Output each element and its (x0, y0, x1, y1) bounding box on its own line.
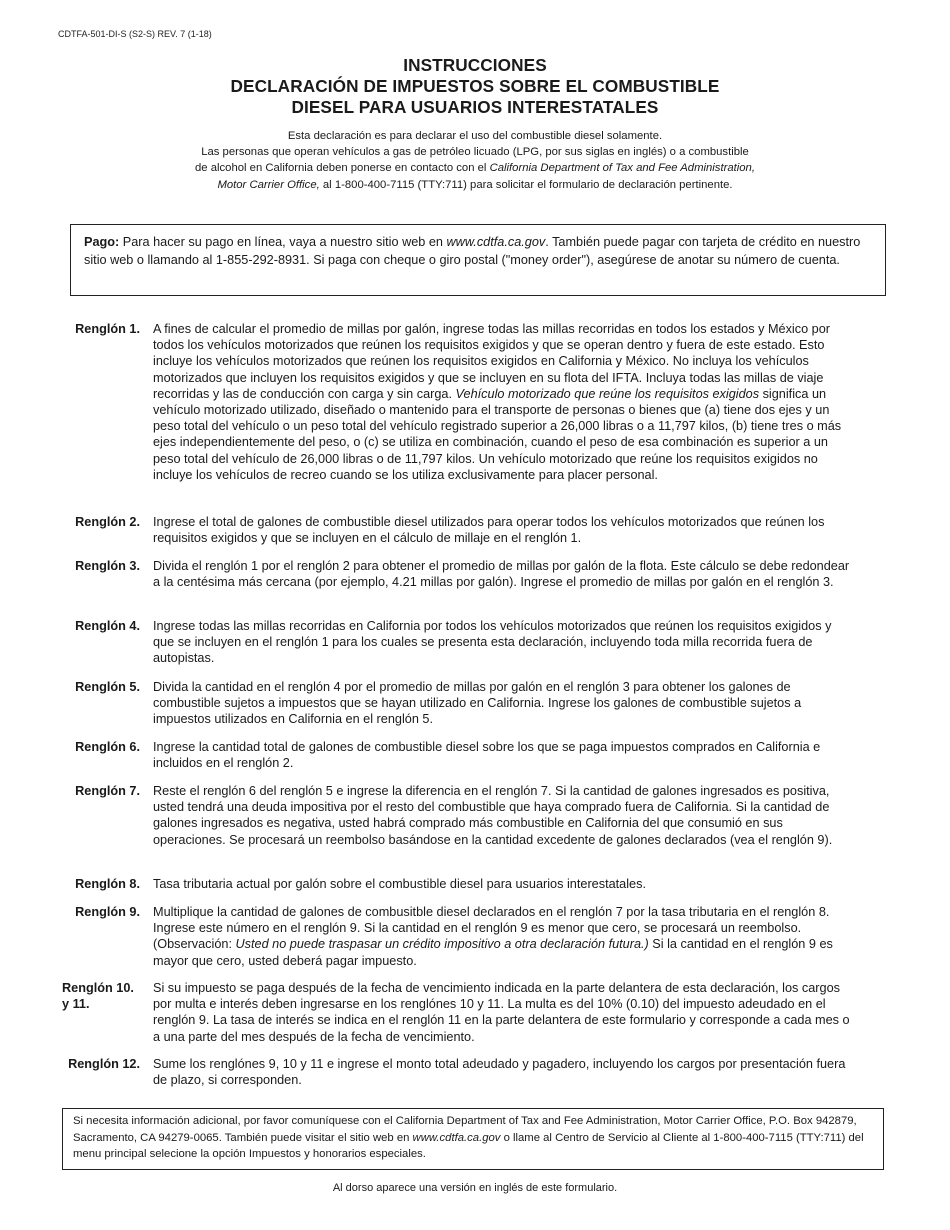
line-10-11-label: Renglón 10. y 11. (62, 981, 134, 1012)
title-line-1: INSTRUCCIONES (403, 55, 547, 75)
line-5-text: Divida la cantidad en el renglón 4 por el promedio de millas por galón en el renglón 3 para obtener los galones de combustible sujetos a impuestos que se hayan utilizado en California. Ingrese los galones de combustible sujetos a impuestos utilizados en California en el renglón 5. (153, 680, 802, 727)
intro-line-4: Motor Carrier Office, al 1-800-400-7115 (TTY:711) para solicitar el formulario de declaración pertinente. (217, 178, 733, 191)
form-number: CDTFA-501-DI-S (S2-S) REV. 7 (1-18) (58, 29, 212, 39)
payment-box: Pago: Para hacer su pago en línea, vaya a nuestro sitio web en www.cdtfa.ca.gov. También puede pagar con tarjeta de crédito en nuestro sitio web o llamando al 1-855-292-8931. Si paga con cheque o giro postal ("money order"), asegúrese de anotar su número de cuenta. (70, 224, 886, 296)
line-7-label: Renglón 7. (75, 784, 140, 798)
line-10-11-text: Si su impuesto se paga después de la fecha de vencimiento indicada en la parte delantera de esta declaración, los cargos por multa e interés deben ingresarse en los renglónes 10 y 11. La multa es del 10% (0.10) del impuesto adeudado en el renglón 9. La tasa de interés se indica en el renglón 11 en la parte delantera de este formulario y corresponde a cada mes o a una parte del mes después de la fecha de vencimiento. (153, 981, 850, 1044)
intro-line-2: Las personas que operan vehículos a gas de petróleo licuado (LPG, por sus siglas en inglés) o a combustible (201, 146, 749, 159)
line-4-text: Ingrese todas las millas recorridas en California por todos los vehículos motorizados que reúnen los requisitos exigidos y que se incluyen en el renglón 1 para los cuales se presenta esta declaración, incluyendo toda milla recorrida fuera de autopistas. (153, 619, 832, 666)
line-6-text: Ingrese la cantidad total de galones de combustible diesel sobre los que se paga impuestos comprados en California e incluidos en el renglón 2. (153, 740, 821, 771)
page-title (0, 55, 950, 118)
line-3-label: Renglón 3. (75, 559, 140, 573)
line-5-label: Renglón 5. (75, 680, 140, 694)
line-2-label: Renglón 2. (75, 515, 140, 529)
line-12-label: Renglón 12. (68, 1057, 140, 1071)
line-7-text: Reste el renglón 6 del renglón 5 e ingrese la diferencia en el renglón 7. Si la cantidad de galones ingresados es positiva, usted tendrá una deuda impositiva por el resto del combustible que haya comprado fuera de California. Si la cantidad de galones ingresados es negativa, usted habrá comprado más combustible en California del que consumió en sus operaciones. Se procesará un reembolso basándose en la cantidad excedente de galones declarados (vea el renglón 9). (153, 784, 833, 847)
line-8-text: Tasa tributaria actual por galón sobre el combustible diesel para usuarios interestatales. (153, 877, 646, 891)
line-9-label: Renglón 9. (75, 905, 140, 919)
contact-info-box: Si necesita información adicional, por favor comuníquese con el California Department of Tax and Fee Administration, Motor Carrier Office, P.O. Box 942879, Sacramento, CA 94279-0065. También puede visitar el sitio web en www.cdtfa.ca.gov o llame al Centro de Servicio al Cliente al 1-800-400-7115 (TTY:711) del menu principal selecione la opción Impuestos y honorarios especiales. (62, 1108, 884, 1170)
line-6-label: Renglón 6. (75, 740, 140, 754)
line-1-text: A fines de calcular el promedio de millas por galón, ingrese todas las millas recorridas en todos los estados y México por todos los vehículos motorizados que reúnen los requisitos exigidos y que se operan dentro y fuera de este estado. Esto incluye los vehículos motorizados que reúnen los requisitos exigidos en California y México. No incluya los vehículos motorizados que incluyen los requisitos exigidos y que se incluyen en su flota del IFTA. Incluya todas las millas de viaje recorridas y las de conducción con carga y sin carga. Vehículo motorizado que reúne los requisitos exigidos significa un vehículo motorizado utilizado, diseñado o mantenido para el transporte de personas o bienes que (a) tiene dos ejes y un peso total del vehículo o un peso total del vehículo registrado superior a 26,000 libras o a 11,797 kilos, (b) tiene tres o más ejes independientemente del peso, o (c) se utiliza en combinación, cuando el peso de esa combinación es superior a un peso total del vehículo de 26,000 libras o de 11,797 kilos. Un vehículo motorizado que reúne los requisitos exigidos no incluye los vehículos de recreo cuando se los utiliza exclusivamente para placer personal. (153, 322, 842, 482)
payment-label: Pago: (84, 235, 120, 249)
title-line-2: DECLARACIÓN DE IMPUESTOS SOBRE EL COMBUSTIBLE (230, 76, 720, 96)
line-4-label: Renglón 4. (75, 619, 140, 633)
intro-line-1: Esta declaración es para declarar el uso del combustible diesel solamente. (287, 130, 663, 142)
line-9-text: Multiplique la cantidad de galones de combusitble diesel declarados en el renglón 7 por la tasa tributaria en el renglón 8. Ingrese este número en el renglón 9. Si la cantidad en el renglón 9 es menor que cero, se procesará un reembolso. (Observación: Usted no puede traspasar un crédito impositivo a otra declaración futura.) Si la cantidad en el renglón 9 es mayor que cero, usted deberá pagar impuesto. (153, 905, 833, 968)
line-2-text: Ingrese el total de galones de combustible diesel utilizados para operar todos los vehículos motorizados que reúnen los requisitos exigidos y que se incluyen en el cálculo de millaje en el renglón 1. (153, 515, 825, 546)
footer-note: Al dorso aparece una versión en inglés de este formulario. (332, 1182, 618, 1194)
intro-paragraph (0, 128, 950, 193)
line-3-text: Divida el renglón 1 por el renglón 2 para obtener el promedio de millas por galón de la flota. Este cálculo se debe redondear a la centésima más cercana (por ejemplo, 4.21 millas por galón). Ingrese el promedio de millas por galón en el renglón 3. (153, 559, 850, 590)
line-1-label: Renglón 1. (75, 322, 140, 336)
intro-line-3: de alcohol en California deben ponerse en contacto con el California Department of Tax and Fee Administration, (195, 162, 755, 175)
title-line-3: DIESEL PARA USUARIOS INTERESTATALES (291, 97, 659, 117)
payment-website: www.cdtfa.ca.gov (446, 235, 546, 249)
line-8-label: Renglón 8. (75, 877, 140, 891)
line-12-text: Sume los renglónes 9, 10 y 11 e ingrese el monto total adeudado y pagadero, incluyendo los cargos por presentación fuera de plazo, si corresponden. (153, 1057, 846, 1088)
info-website: www.cdtfa.ca.gov (412, 1131, 501, 1144)
